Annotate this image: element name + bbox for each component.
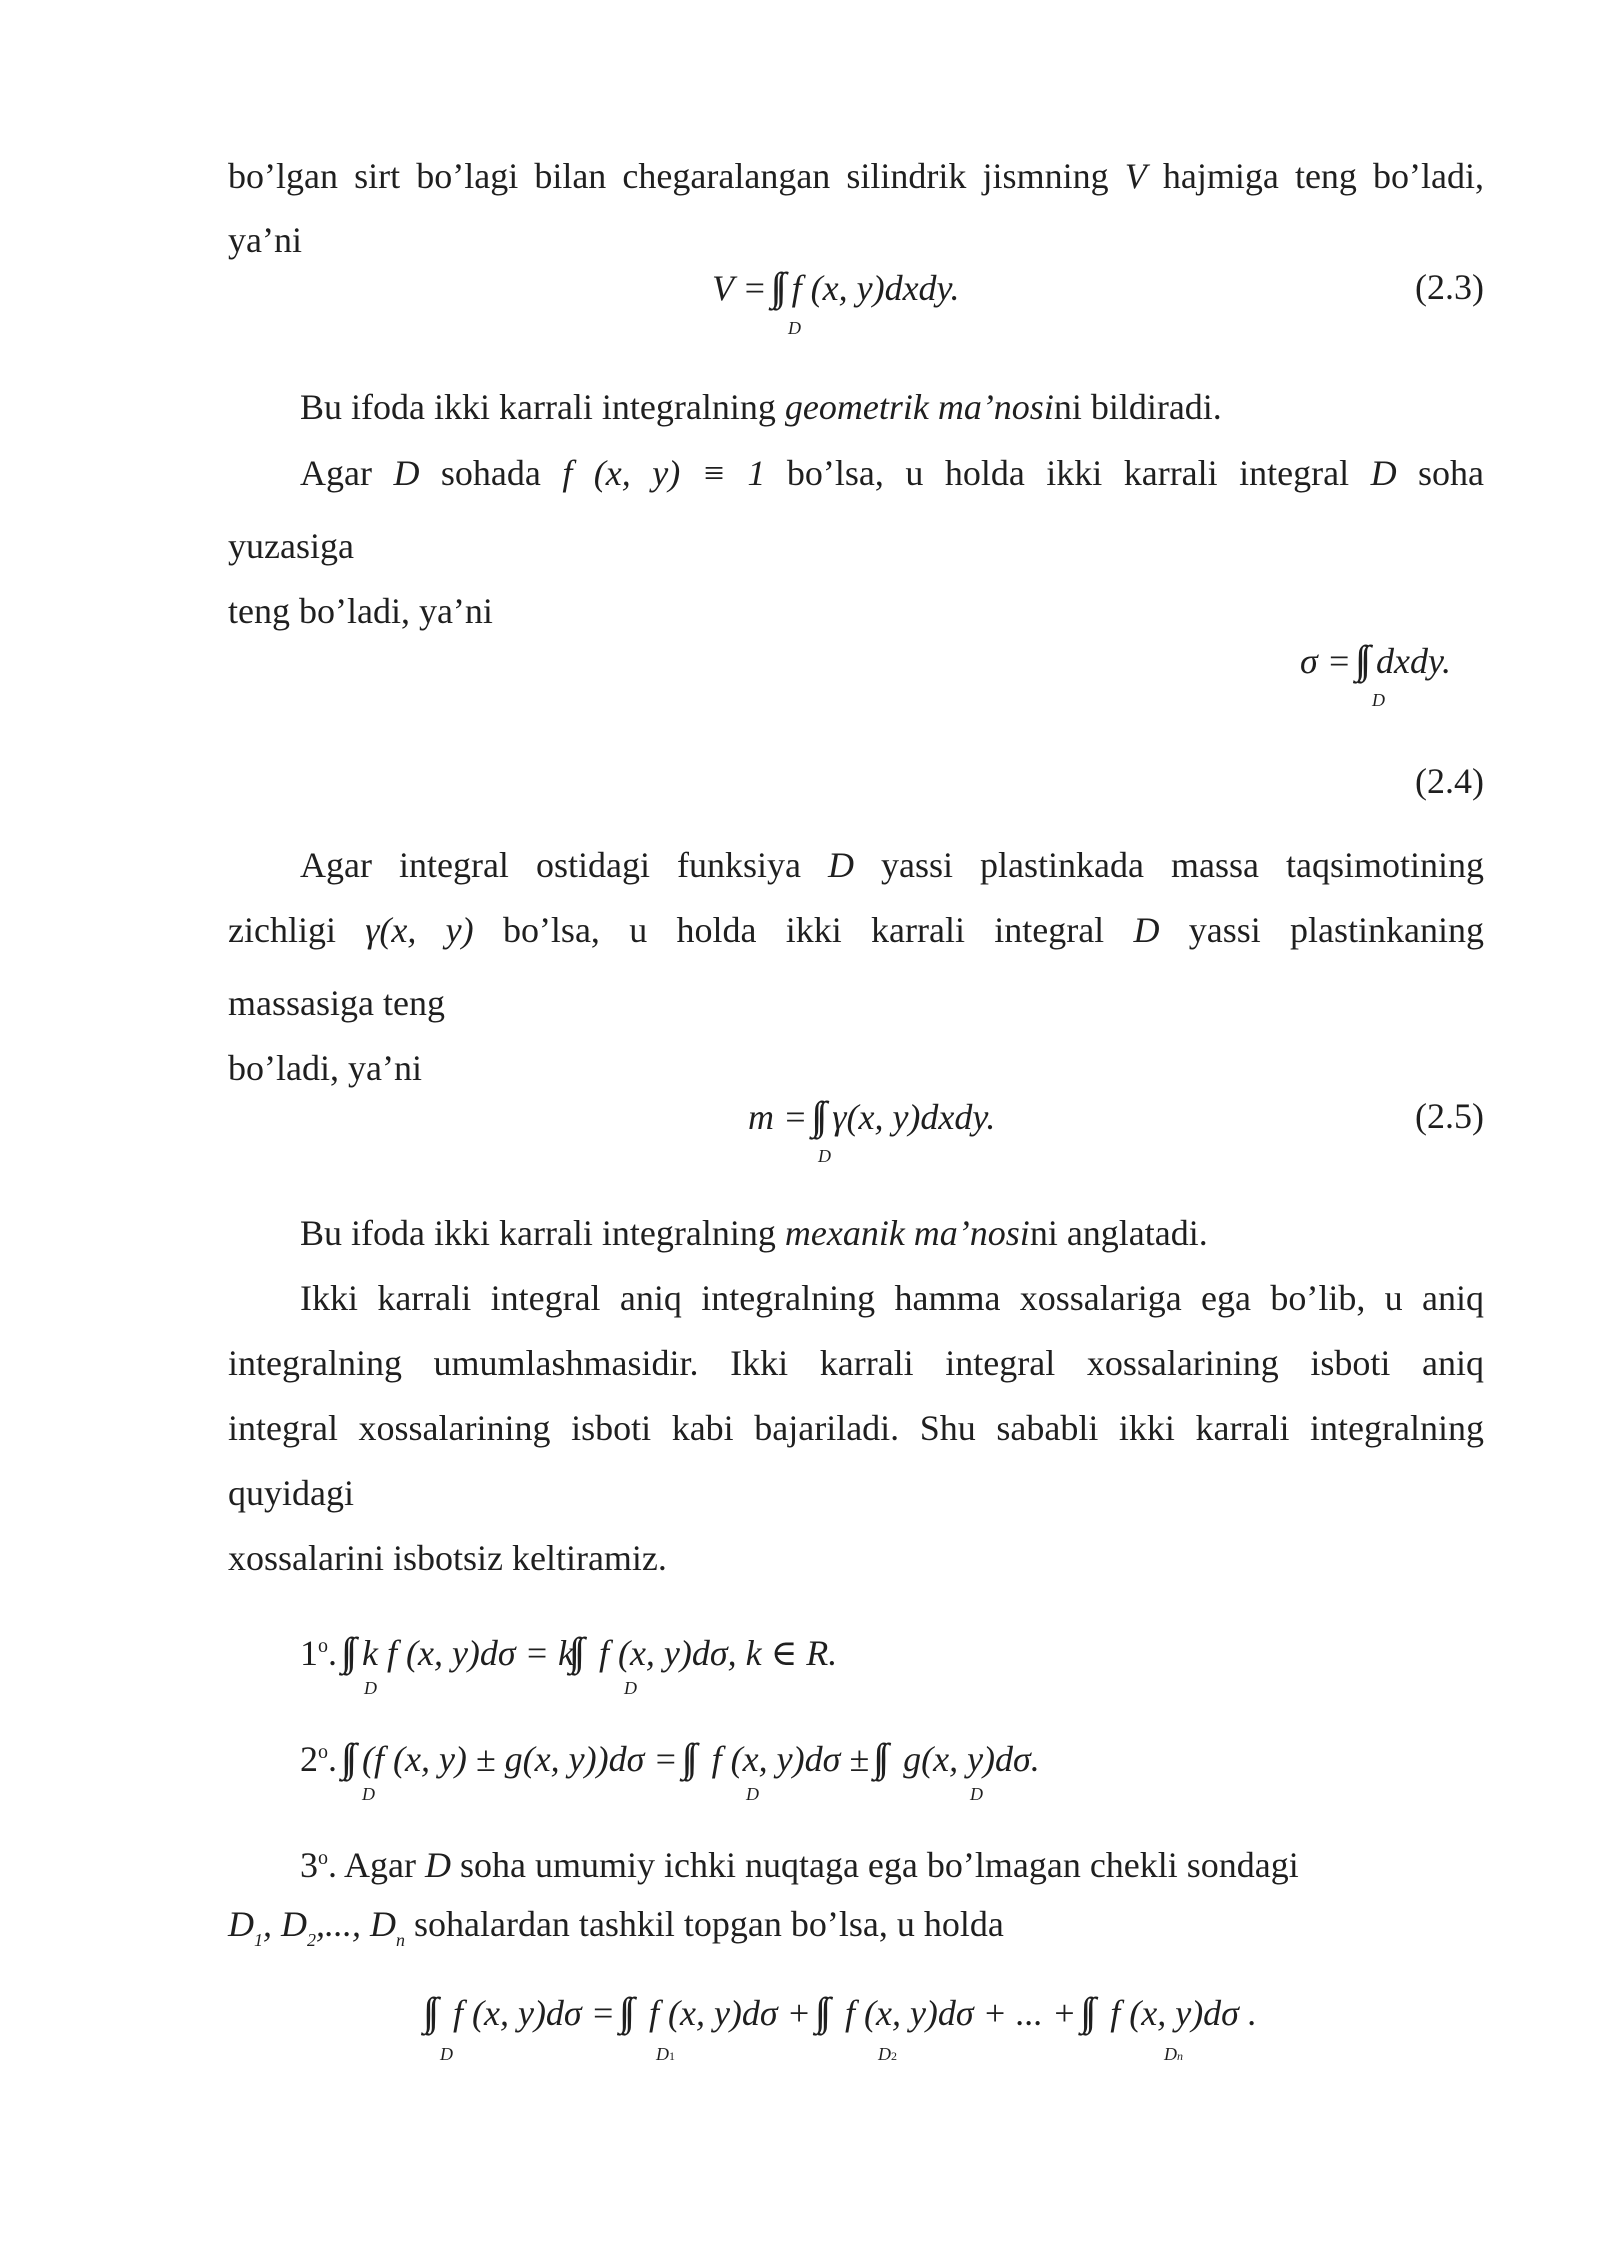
integral-domain-label: D2 [878,2044,897,2064]
integral-domain-label: D [818,1146,831,1166]
integral-domain-label: Dn [1164,2044,1183,2064]
equation-2-5: m = γ(x, y)dxdy. [748,1097,996,1137]
paragraph-line: $D_1$, $D_2$,..., $D_n$ sohalardan tashkil topgan bo’lsa, u holda [228,1904,1004,1950]
paragraph-line: bo’lgan sirt bo’lagi bilan chegaralangan silindrik jismning V hajmiga teng bo’ladi, [228,156,1485,196]
integral-domain-label: D [1372,690,1385,710]
paragraph-line: Bu ifoda ikki karrali integralning mexanik ma’nosini anglatadi. [300,1213,1208,1253]
property-3: 3$^o$. Agar D soha umumiy ichki nuqtaga ega bo’lmagan chekli sondagi [300,1845,1299,1885]
integral-domain-label: D [624,1678,637,1698]
paragraph-line: integral xossalarining isboti kabi bajariladi. Shu sababli ikki karrali integralning [228,1408,1484,1448]
paragraph-line: xossalarini isbotsiz keltiramiz. [228,1538,667,1578]
integral-domain-label: D [362,1784,375,1804]
integral-domain-label: D [440,2044,453,2064]
equation-number: (2.5) [1415,1096,1484,1136]
paragraph-line: quyidagi [228,1473,354,1513]
property-1: 1$^o$. k f (x, y)dσ = k f (x, y)dσ, k ∈ R. [300,1633,838,1673]
paragraph-line: Bu ifoda ikki karrali integralning geometrik ma’nosini bildiradi. [300,387,1222,427]
paragraph-line: ya’ni [228,220,302,260]
paragraph-line: massasiga teng [228,983,445,1023]
paragraph-line: zichligi γ(x, y) bo’lsa, u holda ikki karrali integral D yassi plastinkaning [228,910,1485,950]
integral-domain-label: D [788,318,801,338]
paragraph-line: Agar D sohada f (x, y) ≡ 1 bo’lsa, u holda ikki karrali integral D soha [300,453,1485,493]
paragraph-line: bo’ladi, ya’ni [228,1048,422,1088]
equation-number: (2.4) [1415,761,1484,801]
integral-domain-label: D [746,1784,759,1804]
equation-2-4: σ = dxdy. [1300,641,1452,681]
integral-domain-label: D [970,1784,983,1804]
property-2: 2$^o$. (f (x, y) ± g(x, y))dσ = f (x, y)dσ ± g(x, y)dσ. [300,1739,1040,1779]
paragraph-line: yuzasiga [228,526,354,566]
equation-2-3: V = f (x, y)dxdy. [712,268,960,308]
integral-domain-label: D1 [656,2044,675,2064]
paragraph-line: integralning umumlashmasidir. Ikki karrali integral xossalarining isboti aniq [228,1343,1484,1383]
additivity-equation: f (x, y)dσ = f (x, y)dσ + f (x, y)dσ + ... + f (x, y)dσ . [453,1993,1257,2033]
paragraph-line: Agar integral ostidagi funksiya D yassi plastinkada massa taqsimotining [300,845,1485,885]
paragraph-line: teng bo’ladi, ya’ni [228,591,493,631]
equation-number: (2.3) [1415,267,1484,307]
integral-domain-label: D [364,1678,377,1698]
paragraph-line: Ikki karrali integral aniq integralning hamma xossalariga ega bo’lib, u aniq [300,1278,1484,1318]
